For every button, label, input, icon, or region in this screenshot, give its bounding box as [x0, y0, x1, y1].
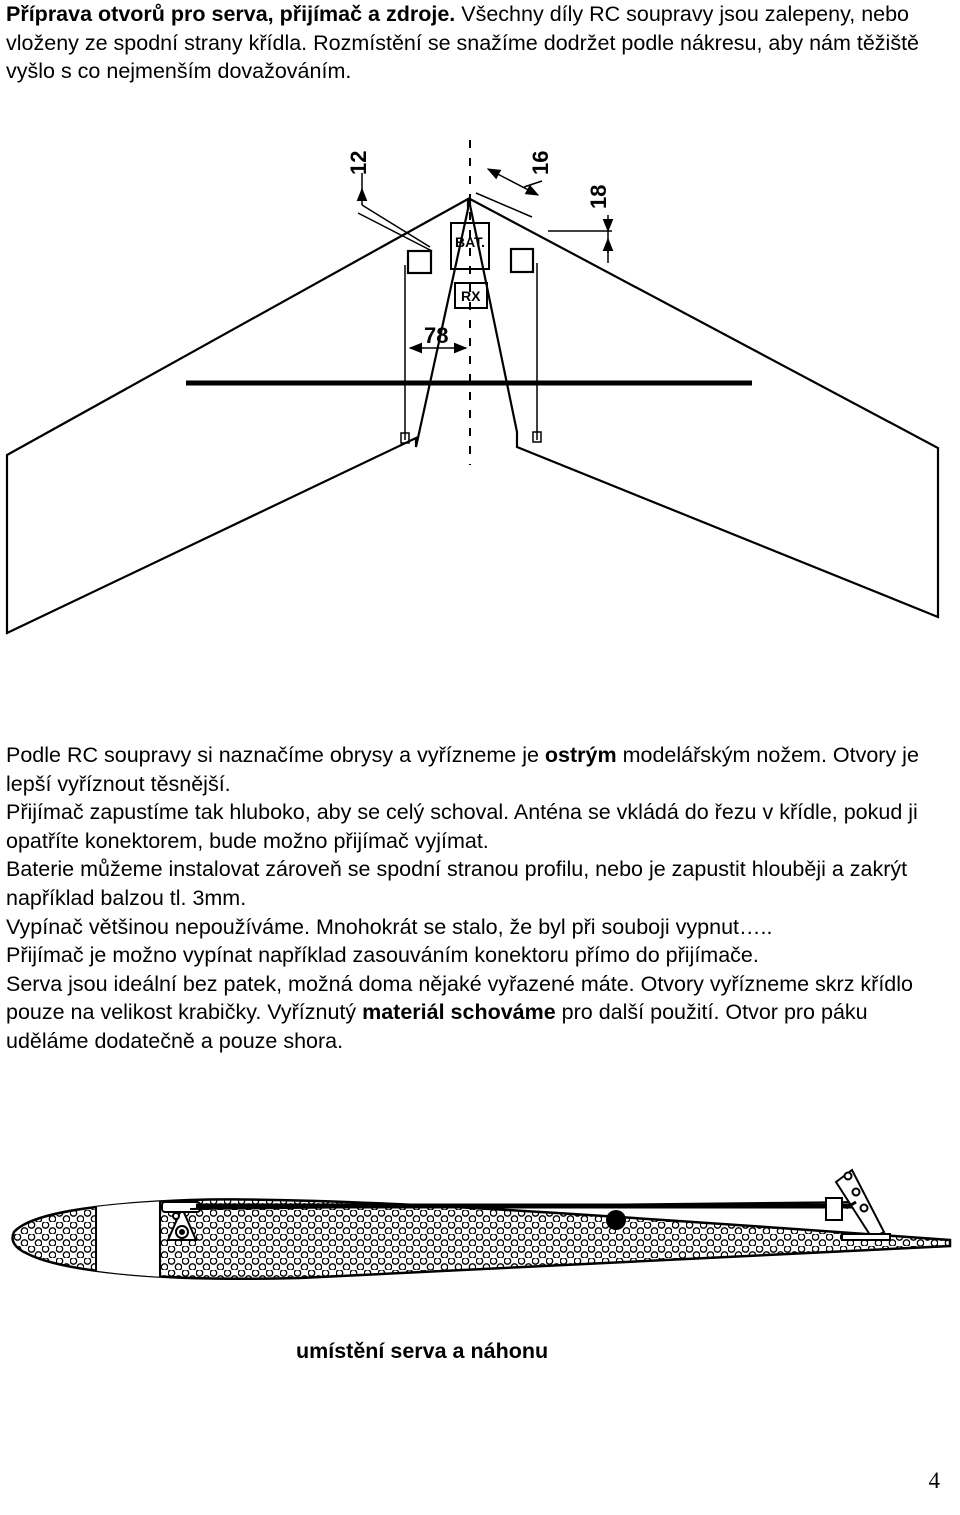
servo-pocket	[96, 1200, 160, 1280]
intro-paragraph	[6, 0, 946, 86]
battery-label: BAT.	[455, 234, 486, 250]
pivot-ball	[606, 1210, 626, 1230]
body-sentence-2: Přijímač zapustíme tak hluboko, aby se celý schoval. Anténa se vkládá do řezu v křídle, pokud ji opatříte konektorem, bude možno přijímač vyjímat.	[6, 800, 918, 853]
body-sentence-5: Přijímač je možno vypínat například zasouváním konektoru přímo do přijímače.	[6, 943, 759, 968]
dim-16-label: 16	[528, 150, 553, 175]
left-wing-outline	[7, 199, 468, 633]
control-horn-icon	[826, 1170, 890, 1240]
figure-caption: umístění serva a náhonu	[296, 1339, 549, 1363]
body-paragraph	[6, 741, 946, 1056]
wing-planform-drawing	[0, 135, 960, 655]
body-sentence-3: Baterie můžeme instalovat zároveň se spodní stranou profilu, nebo je zapustit hlouběji a zakrýt například balzou tl. 3mm.	[6, 857, 908, 910]
dim-78-label: 78	[424, 323, 449, 348]
intro-title: Příprava otvorů pro serva, přijímač a zdroje.	[6, 2, 456, 26]
page-number: 4	[928, 1468, 940, 1493]
receiver-label: RX	[461, 288, 481, 304]
body-sentence-6: Serva jsou ideální bez patek, možná doma nějaké vyřazené máte. Otvory vyřízneme skrz křídlo pouze na velikost krabičky. Vyříznutý materiál schováme pro další použití. Otvor pro páku uděláme dodatečně a pouze shora.	[6, 971, 913, 1053]
body-sentence-1: Podle RC soupravy si naznačíme obrysy a vyřízneme je ostrým modelářským nožem. Otvory je lepší vyříznout těsnější.	[6, 743, 919, 796]
right-wing-outline	[470, 199, 938, 617]
left-servo-box	[408, 251, 431, 273]
dim-12-label: 12	[346, 150, 371, 175]
dim-18-label: 18	[586, 184, 611, 209]
right-servo-box	[511, 249, 533, 272]
body-sentence-4: Vypínač většinou nepoužíváme. Mnohokrát se stalo, že byl při souboji vypnut…..	[6, 914, 773, 939]
intro-text: Všechny díly RC soupravy jsou zalepeny, nebo vloženy ze spodní strany křídla. Rozmístění se snažíme dodržet podle nákresu, aby nám těžiště vyšlo s co nejmenším dovažováním.	[6, 2, 920, 84]
wing-profile-drawing	[0, 1162, 960, 1302]
